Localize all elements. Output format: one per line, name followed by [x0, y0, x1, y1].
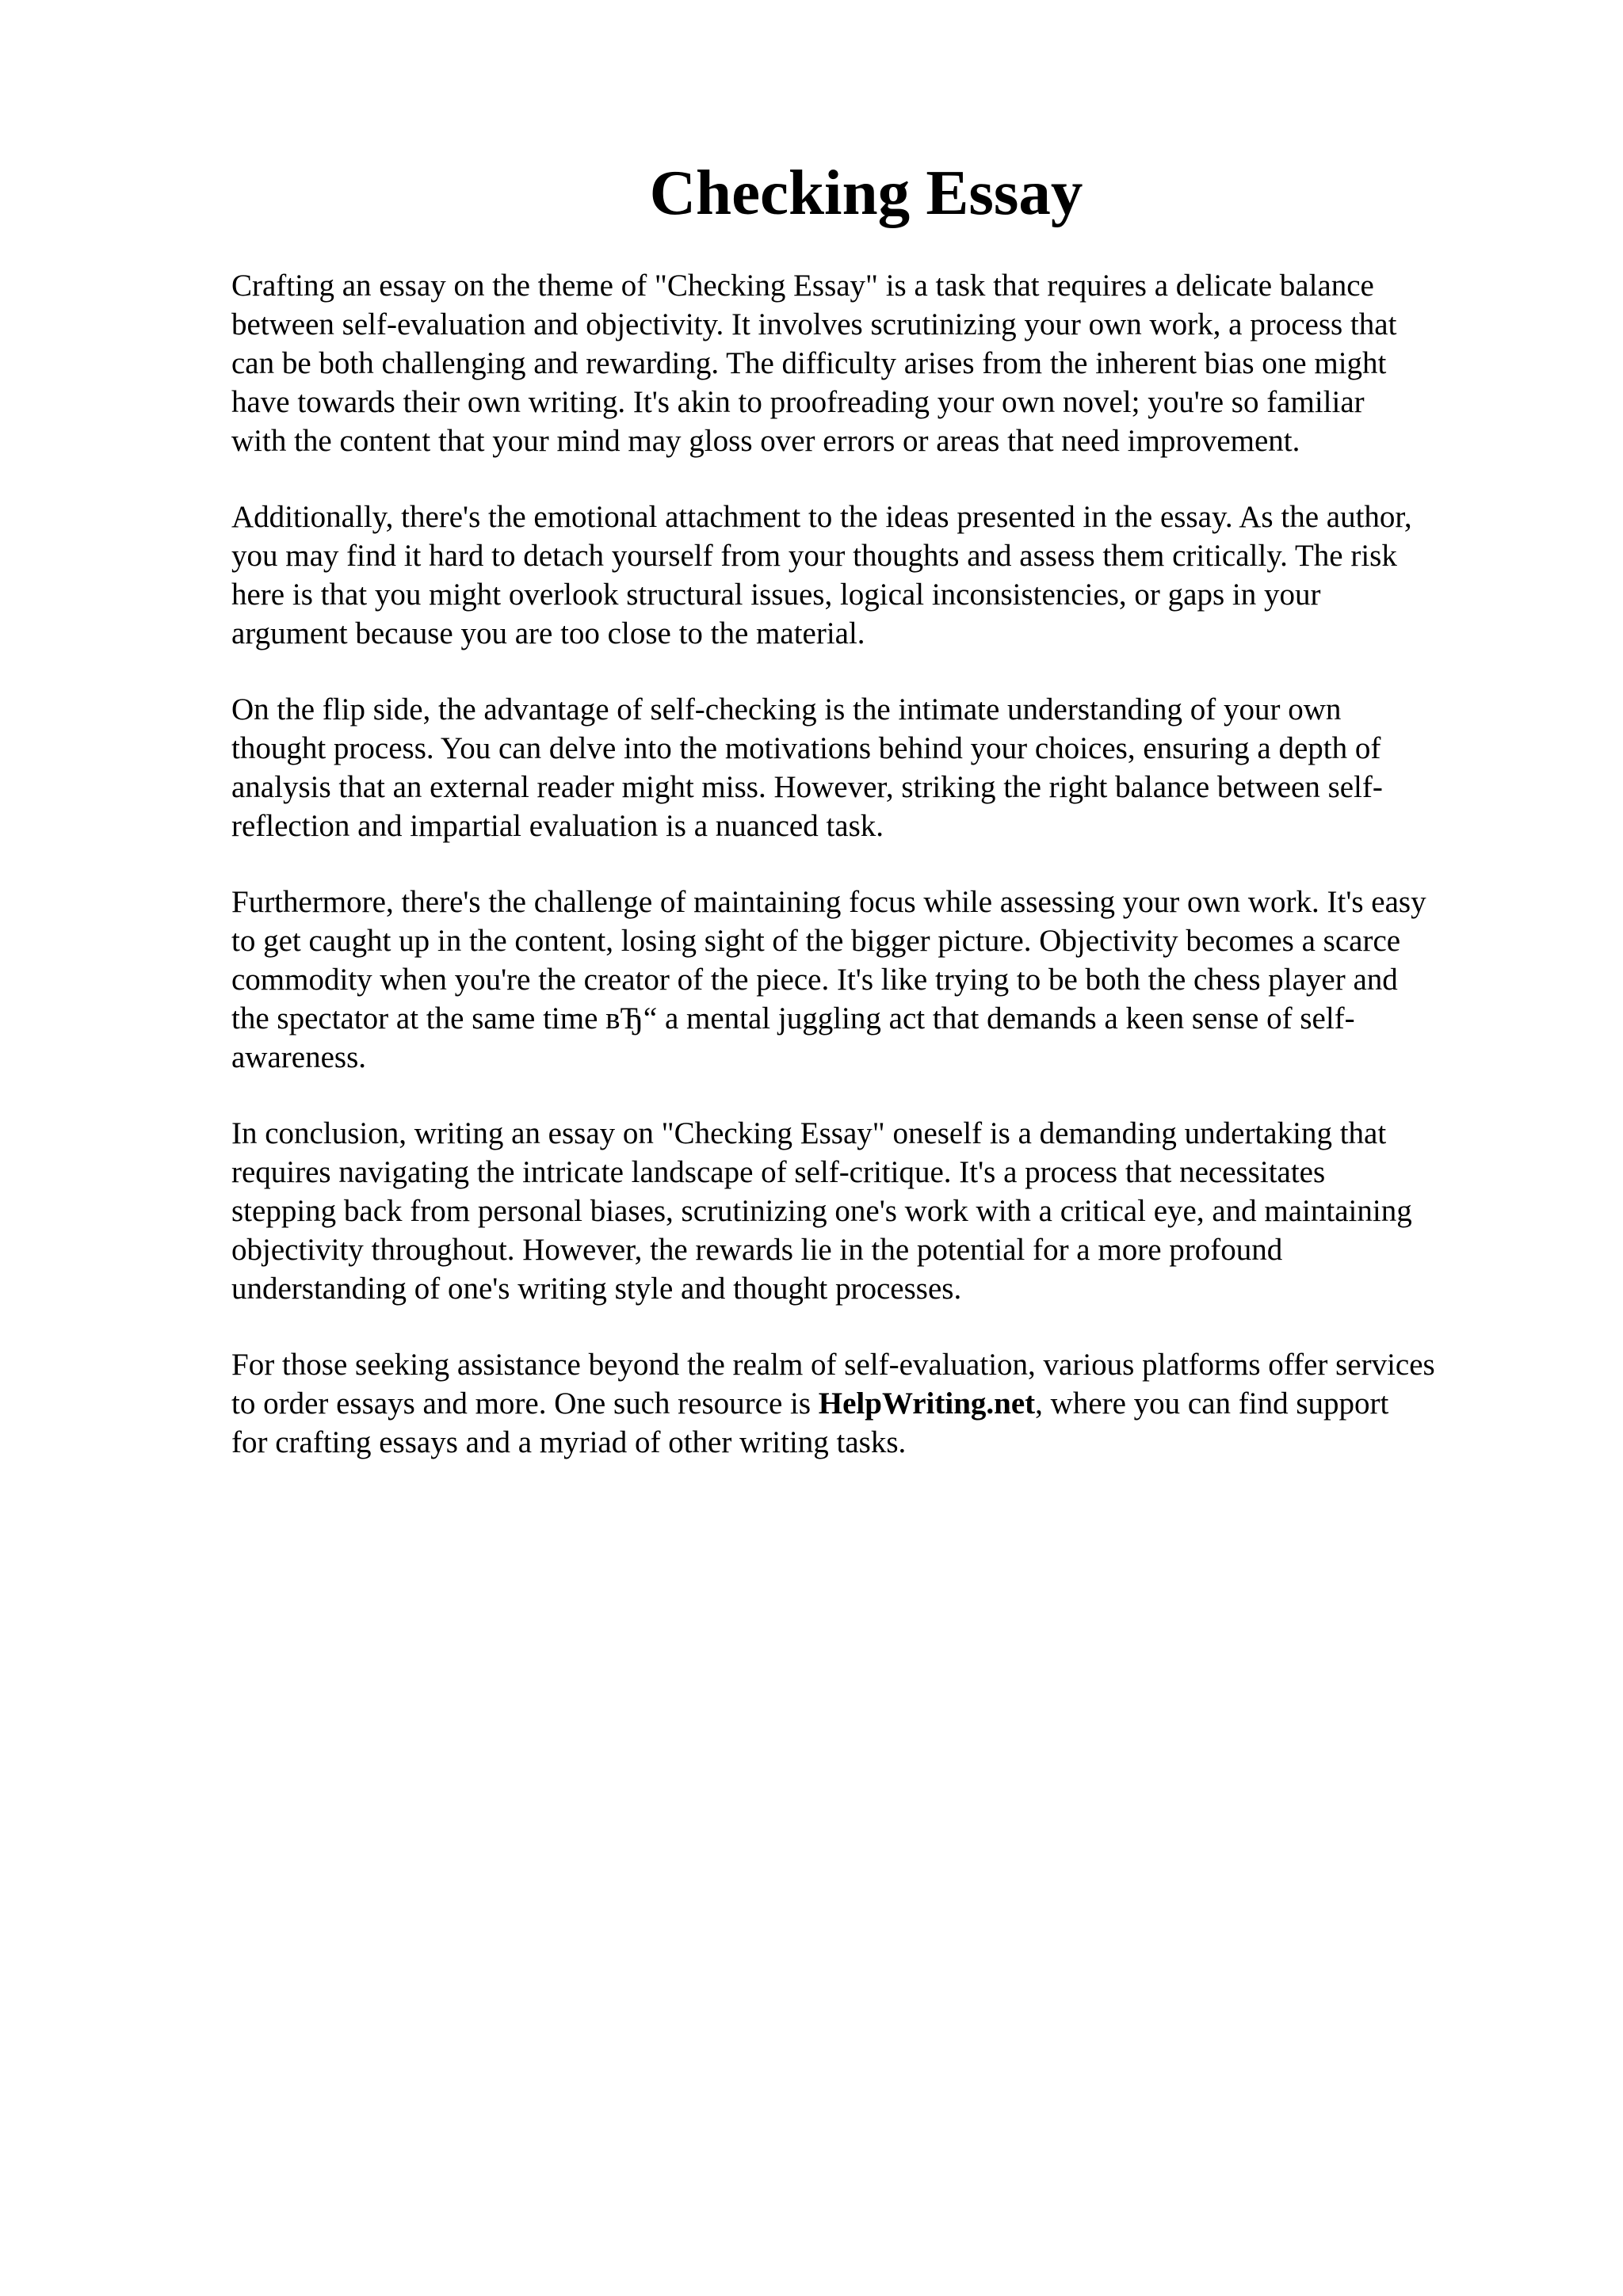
paragraph-1: [231, 266, 1531, 460]
paragraph-5-line-3: stepping back from personal biases, scrutinizing one's work with a critical eye, and maintaining: [231, 1194, 1412, 1228]
paragraph-4: [231, 883, 1531, 1077]
page-title: Checking Essay: [649, 157, 1083, 228]
paragraph-5: [231, 1114, 1531, 1308]
helpwriting-link[interactable]: HelpWriting.net: [818, 1386, 1036, 1421]
paragraph-5-line-2: requires navigating the intricate landscape of self-critique. It's a process that necessitates: [231, 1155, 1326, 1189]
paragraph-1-line-4: have towards their own writing. It's akin to proofreading your own novel; you're so familiar: [231, 385, 1365, 419]
paragraph-3-line-2: thought process. You can delve into the motivations behind your choices, ensuring a depth of: [231, 731, 1381, 765]
closing-paragraph: [231, 1345, 1531, 1462]
paragraph-4-line-3: commodity when you're the creator of the piece. It's like trying to be both the chess player and: [231, 963, 1398, 997]
paragraph-5-line-5: understanding of one's writing style and thought processes.: [231, 1272, 962, 1306]
paragraph-2-line-2: you may find it hard to detach yourself from your thoughts and assess them critically. The risk: [231, 539, 1397, 573]
closing-line-2: [231, 1384, 1531, 1423]
paragraph-4-line-5: awareness.: [231, 1040, 366, 1074]
paragraph-5-line-4: objectivity throughout. However, the rewards lie in the potential for a more profound: [231, 1233, 1283, 1267]
paragraph-5-line-1: In conclusion, writing an essay on "Checking Essay" oneself is a demanding undertaking that: [231, 1116, 1387, 1150]
closing-line-1: For those seeking assistance beyond the realm of self-evaluation, various platforms offer services: [231, 1348, 1435, 1382]
paragraph-2-line-4: argument because you are too close to the material.: [231, 616, 865, 650]
paragraph-2-line-1: Additionally, there's the emotional attachment to the ideas presented in the essay. As the author,: [231, 500, 1412, 534]
paragraph-3-line-4: reflection and impartial evaluation is a nuanced task.: [231, 809, 884, 843]
paragraph-3-line-3: analysis that an external reader might miss. However, striking the right balance between self-: [231, 770, 1383, 804]
paragraph-4-line-2: to get caught up in the content, losing sight of the bigger picture. Objectivity becomes a scarce: [231, 924, 1401, 958]
paragraph-4-line-4: the spectator at the same time вЂ“ a mental juggling act that demands a keen sense of self-: [231, 1001, 1355, 1035]
paragraph-2-line-3: here is that you might overlook structural issues, logical inconsistencies, or gaps in your: [231, 578, 1321, 612]
closing-line-2-lead: to order essays and more. One such resource is: [231, 1386, 819, 1421]
paragraph-3-line-1: On the flip side, the advantage of self-checking is the intimate understanding of your own: [231, 692, 1342, 727]
closing-line-3: for crafting essays and a myriad of other writing tasks.: [231, 1425, 907, 1459]
paragraph-1-line-2: between self-evaluation and objectivity. It involves scrutinizing your own work, a process that: [231, 307, 1397, 341]
paragraph-1-line-3: can be both challenging and rewarding. The difficulty arises from the inherent bias one might: [231, 346, 1387, 380]
paragraph-2: [231, 498, 1531, 653]
paragraph-1-line-1: Crafting an essay on the theme of "Checking Essay" is a task that requires a delicate balance: [231, 269, 1374, 303]
paragraph-4-line-1: Furthermore, there's the challenge of maintaining focus while assessing your own work. It's easy: [231, 885, 1426, 919]
essay-body: [231, 266, 1531, 1499]
paragraph-1-line-5: with the content that your mind may gloss over errors or areas that need improvement.: [231, 424, 1300, 458]
paragraph-3: [231, 690, 1531, 845]
closing-line-2-tail: , where you can find support: [1035, 1386, 1389, 1421]
